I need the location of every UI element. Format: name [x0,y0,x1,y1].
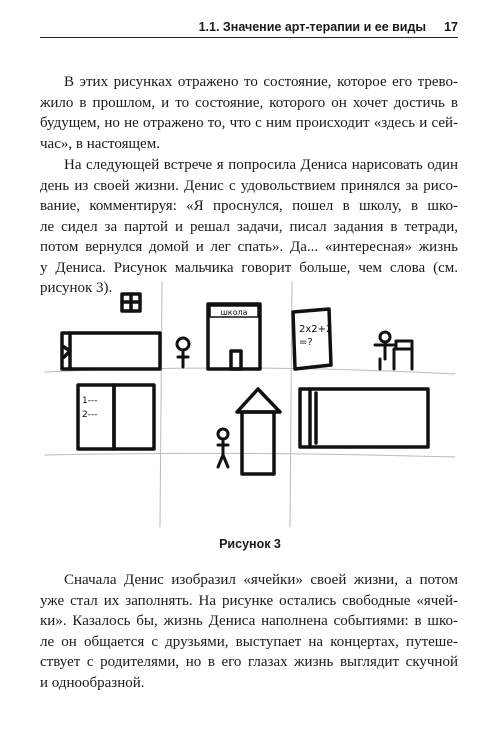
figure-caption: Рисунок 3 [219,537,281,551]
text-line: уже стал их заполнять. На рисунке остались свободные «ячей- [40,592,458,609]
child-drawing [40,277,458,532]
stick-figure-top [177,338,189,367]
text-line: ки». Казалось бы, жизнь Дениса наполнена событиями: в шко- [40,613,458,629]
text-line: у Дениса. Рисунок мальчика говорит больше, чем слова (см. [40,259,458,276]
text-line: рисунок 3). [40,280,113,296]
stick-figure-bottom [218,429,228,467]
notebook-line-1: 1--- [82,396,98,406]
chalkboard-text-2: =? [299,337,313,348]
text-line: потом вернулся домой и лег спать». Да... «интересная» жизнь [40,239,458,255]
notebook-line-2: 2--- [82,410,98,420]
page-number: 17 [444,20,458,34]
text-line: жило в прошлом, и то состояние, которого он хочет достичь в [40,94,458,111]
text-line: будущем, но не отражено то, что с ним происходит «здесь и сей- [40,115,458,131]
text-line: вание, комментируя: «Я проснулся, пошел в школу, в шко- [40,198,458,214]
bed-drawing-2 [300,389,428,447]
text-line: ле он общается с друзьями, выступает на концертах, путеше- [40,633,458,650]
paragraph-3 [40,570,458,693]
text-line: день из своей жизни. Денис с удовольствием принялся за рисо- [40,177,458,194]
school-sign: школа [220,308,248,317]
chalkboard-text: 2x2+2 [299,324,333,335]
child-drawing-figure [40,277,458,532]
grid-lines [45,282,455,527]
text-line: ствует с родителями, но в его глазах жизнь выглядит скучной [40,654,458,670]
bed-drawing [62,333,160,369]
desk-drawing [375,332,412,369]
window-drawing [122,294,140,311]
text-line: и однообразной. [40,674,145,691]
running-header [40,12,458,38]
house-drawing [237,389,280,474]
text-line: ле сидел за партой и решал задачи, писал задания в тетради, [40,218,458,235]
text-line: На следующей встрече я попросила Дениса нарисовать один [64,157,458,173]
text-line: В этих рисунках отражено то состояние, которое его трево- [64,74,458,90]
text-line: Сначала Денис изобразил «ячейки» своей жизни, а потом [64,572,458,588]
section-title: 1.1. Значение арт-терапии и ее виды [198,20,427,34]
paragraph-1 [40,72,458,154]
text-line: час», в настоящем. [40,135,160,152]
